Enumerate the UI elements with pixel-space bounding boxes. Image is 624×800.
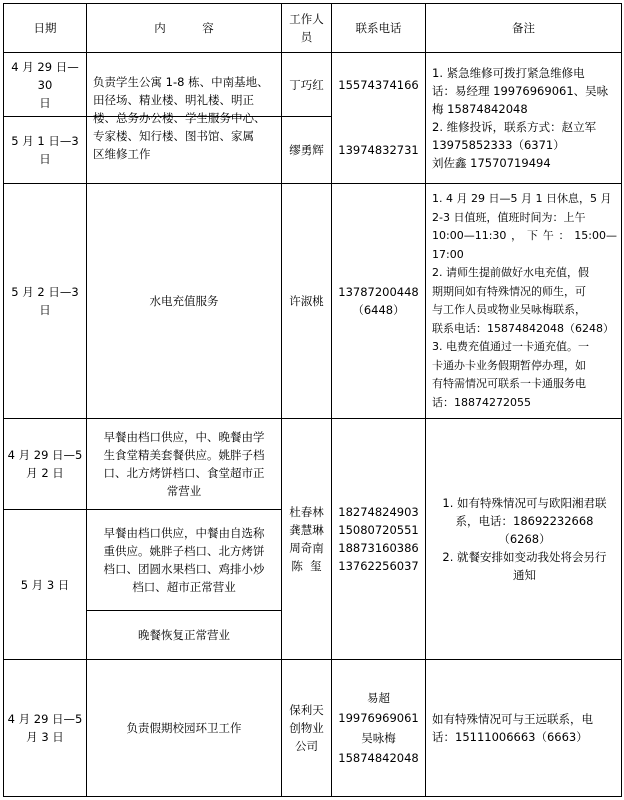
catering-content-3-text: 晚餐恢复正常营业 xyxy=(138,628,230,642)
repair-date-1-text: 4 月 29 日—30 日 xyxy=(11,59,79,110)
catering-phone xyxy=(332,419,425,659)
header-content xyxy=(87,4,281,52)
utility-staff-text: 许淑桃 xyxy=(289,294,324,308)
catering-staff xyxy=(282,419,331,659)
utility-staff xyxy=(282,184,331,418)
repair-content xyxy=(87,53,281,183)
repair-remark xyxy=(426,53,621,183)
catering-remark-text: 1. 如有特殊情况可与欧阳湘君联 系，电话：18692232668（6268） 2. 就餐安排如变动我处将会另行 通知 xyxy=(442,496,607,582)
header-staff xyxy=(282,4,331,52)
header-staff-label: 工作人 员 xyxy=(289,12,324,44)
repair-content-text: 负责学生公寓 1-8 栋、中南基地、 田径场、精业楼、明礼楼、明正 楼、总务办公楼、学生服务中心、 专家楼、知行楼、图书馆、家属 区维修工作 xyxy=(93,75,269,161)
security-content-text: 负责假期校园环卫工作 xyxy=(126,721,242,735)
catering-content-1-text: 早餐由档口供应，中、晚餐由学 生食堂精美套餐供应。姚胖子档 口、北方烤饼档口、食堂超市正 常营业 xyxy=(103,430,265,498)
security-content xyxy=(87,660,281,796)
rule-right xyxy=(621,3,622,797)
utility-date xyxy=(4,184,86,418)
repair-date-1 xyxy=(4,53,86,116)
header-date-label: 日期 xyxy=(33,21,57,35)
repair-phone-1-text: 15574374166 xyxy=(338,77,419,92)
rule-bottom xyxy=(3,796,622,797)
catering-content-3 xyxy=(87,611,281,659)
catering-staff-text: 杜春林 龚慧琳 周奇南 陈 玺 xyxy=(289,505,324,573)
security-phone-text: 易超 19976969061 吴咏梅 15874842048 xyxy=(338,691,419,765)
repair-phone-1 xyxy=(332,53,425,116)
utility-content xyxy=(87,184,281,418)
repair-date-2-text: 5 月 1 日—3 日 xyxy=(11,134,79,166)
catering-phone-text: 18274824903 15080720551 18873160386 13762256037 xyxy=(338,505,419,573)
repair-phone-2 xyxy=(332,117,425,183)
catering-content-1 xyxy=(87,419,281,509)
utility-remark xyxy=(426,184,621,418)
repair-staff-1-text: 丁巧红 xyxy=(289,77,324,92)
repair-date-2 xyxy=(4,117,86,183)
header-date xyxy=(4,4,86,52)
catering-date-1 xyxy=(4,419,86,509)
security-staff-text: 保利天 创物业 公司 xyxy=(289,703,324,753)
utility-remark-text: 1. 4 月 29 日—5 月 1 日休息，5 月 2-3 日值班，值班时间为：上午 10:00—11:30，下午：15:00—17:00 2. 请师生提前做好水电充值，假 期期间如有特殊情况的师生，可 与工作人员或物业吴咏梅联系， 联系电话：15874842048（6248） 3. 电费充值通过一卡通充值。一 卡通办卡业务假期暂停办理，如 有特需情况可联系一卡通服务电 话：18874272055 xyxy=(432,192,617,409)
security-date-text: 4 月 29 日—5 月 3 日 xyxy=(7,712,83,744)
utility-phone xyxy=(332,184,425,418)
security-remark-text: 如有特殊情况可与王远联系，电 话：15111006663（6663） xyxy=(432,712,593,744)
header-phone xyxy=(332,4,425,52)
security-remark xyxy=(426,660,621,796)
security-date xyxy=(4,660,86,796)
utility-date-text: 5 月 2 日—3 日 xyxy=(11,285,79,317)
security-staff xyxy=(282,660,331,796)
header-content-label: 内 容 xyxy=(154,21,214,35)
catering-date-2-text: 5 月 3 日 xyxy=(20,577,70,592)
security-phone xyxy=(332,660,425,796)
catering-content-2 xyxy=(87,510,281,610)
repair-remark-text: 1. 紧急维修可拨打紧急维修电 话：易经理 19976969061、吴咏 梅 15874842048 2. 维修投诉，联系方式：赵立军 13975852333（6371） 刘佐鑫 17570719494 xyxy=(432,66,609,170)
catering-date-1-text: 4 月 29 日—5 月 2 日 xyxy=(7,448,83,480)
header-phone-label: 联系电话 xyxy=(355,21,402,35)
repair-staff-2 xyxy=(282,117,331,183)
catering-remark xyxy=(426,419,621,659)
utility-phone-text: 13787200448 （6448） xyxy=(338,285,419,317)
repair-staff-2-text: 缪勇辉 xyxy=(289,143,324,157)
header-remark xyxy=(426,4,621,52)
header-remark-label: 备注 xyxy=(512,21,535,35)
catering-content-2-text: 早餐由档口供应，中餐由自选称 重供应。姚胖子档口、北方烤饼 档口、团圆水果档口、鸡排小炒 档口、超市正常营业 xyxy=(103,526,265,594)
repair-staff-1 xyxy=(282,53,331,116)
utility-content-text: 水电充值服务 xyxy=(149,294,219,308)
repair-phone-2-text: 13974832731 xyxy=(338,143,419,157)
catering-date-2 xyxy=(4,510,86,659)
